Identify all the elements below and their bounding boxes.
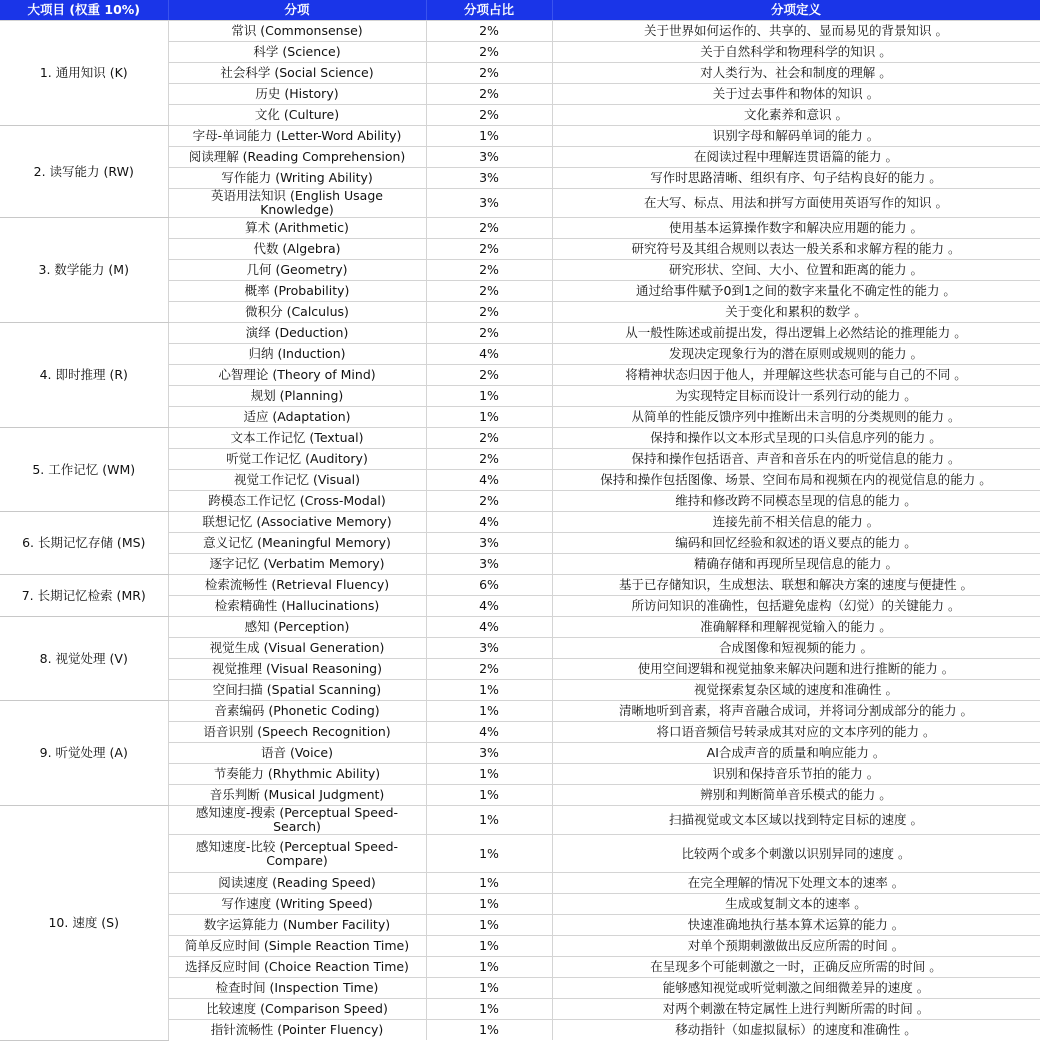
definition-cell[interactable]: 对单个预期刺激做出反应所需的时间 。 [552, 936, 1040, 957]
definition-cell[interactable]: 精确存储和再现所呈现信息的能力 。 [552, 554, 1040, 575]
subitem-cell[interactable]: 代数 (Algebra) [168, 239, 426, 260]
share-cell[interactable]: 1% [426, 978, 552, 999]
definition-cell[interactable]: 能够感知视觉或听觉刺激之间细微差异的速度 。 [552, 978, 1040, 999]
share-cell[interactable]: 4% [426, 617, 552, 638]
definition-cell[interactable]: 使用空间逻辑和视觉抽象来解决问题和进行推断的能力 。 [552, 659, 1040, 680]
header-row [0, 0, 1040, 21]
share-cell[interactable]: 1% [426, 806, 552, 835]
share-cell[interactable]: 2% [426, 491, 552, 512]
definition-cell[interactable]: 比较两个或多个刺激以识别异同的速度 。 [552, 835, 1040, 873]
subitem-cell[interactable]: 检查时间 (Inspection Time) [168, 978, 426, 999]
share-cell[interactable]: 3% [426, 189, 552, 218]
subitem-cell[interactable]: 历史 (History) [168, 84, 426, 105]
share-cell[interactable]: 1% [426, 1020, 552, 1041]
share-cell[interactable]: 2% [426, 323, 552, 344]
definition-cell[interactable]: 移动指针（如虚拟鼠标）的速度和准确性 。 [552, 1020, 1040, 1041]
definition-cell[interactable]: 保持和操作包括图像、场景、空间布局和视频在内的视觉信息的能力 。 [552, 470, 1040, 491]
share-cell[interactable]: 6% [426, 575, 552, 596]
definition-cell[interactable]: 将口语音频信号转录成其对应的文本序列的能力 。 [552, 722, 1040, 743]
category-cell[interactable]: 10. 速度 (S) [0, 806, 168, 1041]
definition-cell[interactable]: 生成或复制文本的速率 。 [552, 894, 1040, 915]
subitem-cell[interactable]: 阅读速度 (Reading Speed) [168, 873, 426, 894]
category-cell[interactable]: 3. 数学能力 (M) [0, 218, 168, 323]
definition-cell[interactable]: 快速准确地执行基本算术运算的能力 。 [552, 915, 1040, 936]
table-row [0, 126, 1040, 147]
share-cell[interactable]: 2% [426, 659, 552, 680]
subitem-cell[interactable]: 跨模态工作记忆 (Cross-Modal) [168, 491, 426, 512]
share-cell[interactable]: 2% [426, 84, 552, 105]
share-cell[interactable]: 1% [426, 915, 552, 936]
share-cell[interactable]: 2% [426, 42, 552, 63]
subitem-cell[interactable]: 语音 (Voice) [168, 743, 426, 764]
share-cell[interactable]: 1% [426, 999, 552, 1020]
definition-cell[interactable]: 编码和回忆经验和叙述的语义要点的能力 。 [552, 533, 1040, 554]
share-cell[interactable]: 3% [426, 554, 552, 575]
definition-cell[interactable]: 在阅读过程中理解连贯语篇的能力 。 [552, 147, 1040, 168]
table-row [0, 512, 1040, 533]
definition-cell[interactable]: 保持和操作包括语音、声音和音乐在内的听觉信息的能力 。 [552, 449, 1040, 470]
table-header [0, 0, 1040, 21]
share-cell[interactable]: 2% [426, 63, 552, 84]
share-cell[interactable]: 1% [426, 680, 552, 701]
share-cell[interactable]: 4% [426, 596, 552, 617]
share-cell[interactable]: 4% [426, 722, 552, 743]
subitem-cell[interactable]: 节奏能力 (Rhythmic Ability) [168, 764, 426, 785]
definition-cell[interactable]: 从简单的性能反馈序列中推断出未言明的分类规则的能力 。 [552, 407, 1040, 428]
subitem-cell[interactable]: 常识 (Commonsense) [168, 21, 426, 42]
header-share[interactable]: 分项占比 [426, 0, 552, 21]
definition-cell[interactable]: 扫描视觉或文本区域以找到特定目标的速度 。 [552, 806, 1040, 835]
category-cell[interactable]: 2. 读写能力 (RW) [0, 126, 168, 218]
subitem-cell[interactable]: 文本工作记忆 (Textual) [168, 428, 426, 449]
definition-cell[interactable]: 写作时思路清晰、组织有序、句子结构良好的能力 。 [552, 168, 1040, 189]
definition-cell[interactable]: 关于自然科学和物理科学的知识 。 [552, 42, 1040, 63]
subitem-cell[interactable]: 检索精确性 (Hallucinations) [168, 596, 426, 617]
subitem-cell[interactable]: 逐字记忆 (Verbatim Memory) [168, 554, 426, 575]
category-cell[interactable]: 1. 通用知识 (K) [0, 21, 168, 126]
category-cell[interactable]: 9. 听觉处理 (A) [0, 701, 168, 806]
subitem-cell[interactable]: 字母-单词能力 (Letter-Word Ability) [168, 126, 426, 147]
definition-cell[interactable]: 对两个刺激在特定属性上进行判断所需的时间 。 [552, 999, 1040, 1020]
subitem-cell[interactable]: 检索流畅性 (Retrieval Fluency) [168, 575, 426, 596]
definition-cell[interactable]: AI合成声音的质量和响应能力 。 [552, 743, 1040, 764]
subitem-cell[interactable]: 阅读理解 (Reading Comprehension) [168, 147, 426, 168]
subitem-cell[interactable]: 适应 (Adaptation) [168, 407, 426, 428]
subitem-cell[interactable]: 感知速度-比较 (Perceptual Speed-Compare) [168, 835, 426, 873]
subitem-cell[interactable]: 文化 (Culture) [168, 105, 426, 126]
subitem-cell[interactable]: 概率 (Probability) [168, 281, 426, 302]
definition-cell[interactable]: 保持和操作以文本形式呈现的口头信息序列的能力 。 [552, 428, 1040, 449]
subitem-cell[interactable]: 选择反应时间 (Choice Reaction Time) [168, 957, 426, 978]
share-cell[interactable]: 2% [426, 260, 552, 281]
category-cell[interactable]: 6. 长期记忆存储 (MS) [0, 512, 168, 575]
definition-cell[interactable]: 在完全理解的情况下处理文本的速率 。 [552, 873, 1040, 894]
subitem-cell[interactable]: 归纳 (Induction) [168, 344, 426, 365]
subitem-cell[interactable]: 听觉工作记忆 (Auditory) [168, 449, 426, 470]
definition-cell[interactable]: 使用基本运算操作数字和解决应用题的能力 。 [552, 218, 1040, 239]
share-cell[interactable]: 1% [426, 785, 552, 806]
definition-cell[interactable]: 识别和保持音乐节拍的能力 。 [552, 764, 1040, 785]
share-cell[interactable]: 3% [426, 743, 552, 764]
subitem-cell[interactable]: 指针流畅性 (Pointer Fluency) [168, 1020, 426, 1041]
subitem-cell[interactable]: 写作能力 (Writing Ability) [168, 168, 426, 189]
subitem-cell[interactable]: 语音识别 (Speech Recognition) [168, 722, 426, 743]
header-definition[interactable]: 分项定义 [552, 0, 1040, 21]
definition-cell[interactable]: 对人类行为、社会和制度的理解 。 [552, 63, 1040, 84]
share-cell[interactable]: 4% [426, 512, 552, 533]
header-category[interactable]: 大项目 (权重 10%) [0, 0, 168, 21]
subitem-cell[interactable]: 比较速度 (Comparison Speed) [168, 999, 426, 1020]
share-cell[interactable]: 3% [426, 533, 552, 554]
definition-cell[interactable]: 研究形状、空间、大小、位置和距离的能力 。 [552, 260, 1040, 281]
table-row [0, 218, 1040, 239]
share-cell[interactable]: 1% [426, 407, 552, 428]
subitem-cell[interactable]: 视觉推理 (Visual Reasoning) [168, 659, 426, 680]
subitem-cell[interactable]: 规划 (Planning) [168, 386, 426, 407]
definition-cell[interactable]: 准确解释和理解视觉输入的能力 。 [552, 617, 1040, 638]
subitem-cell[interactable]: 数字运算能力 (Number Facility) [168, 915, 426, 936]
share-cell[interactable]: 3% [426, 168, 552, 189]
share-cell[interactable]: 1% [426, 386, 552, 407]
header-subitem[interactable]: 分项 [168, 0, 426, 21]
definition-cell[interactable]: 视觉探索复杂区域的速度和准确性 。 [552, 680, 1040, 701]
subitem-cell[interactable]: 社会科学 (Social Science) [168, 63, 426, 84]
subitem-cell[interactable]: 几何 (Geometry) [168, 260, 426, 281]
share-cell[interactable]: 4% [426, 344, 552, 365]
subitem-cell[interactable]: 感知速度-搜索 (Perceptual Speed-Search) [168, 806, 426, 835]
table-row [0, 21, 1040, 42]
subitem-cell[interactable]: 视觉生成 (Visual Generation) [168, 638, 426, 659]
subitem-cell[interactable]: 演绎 (Deduction) [168, 323, 426, 344]
subitem-cell[interactable]: 写作速度 (Writing Speed) [168, 894, 426, 915]
definition-cell[interactable]: 在呈现多个可能刺激之一时，正确反应所需的时间 。 [552, 957, 1040, 978]
share-cell[interactable]: 2% [426, 281, 552, 302]
share-cell[interactable]: 2% [426, 365, 552, 386]
definition-cell[interactable]: 识别字母和解码单词的能力 。 [552, 126, 1040, 147]
table-row [0, 617, 1040, 638]
share-cell[interactable]: 3% [426, 147, 552, 168]
subitem-cell[interactable]: 算术 (Arithmetic) [168, 218, 426, 239]
share-cell[interactable]: 2% [426, 449, 552, 470]
category-cell[interactable]: 4. 即时推理 (R) [0, 323, 168, 428]
subitem-cell[interactable]: 联想记忆 (Associative Memory) [168, 512, 426, 533]
definition-cell[interactable]: 为实现特定目标而设计一系列行动的能力 。 [552, 386, 1040, 407]
definition-cell[interactable]: 研究符号及其组合规则以表达一般关系和求解方程的能力 。 [552, 239, 1040, 260]
definition-cell[interactable]: 辨别和判断简单音乐模式的能力 。 [552, 785, 1040, 806]
share-cell[interactable]: 2% [426, 239, 552, 260]
share-cell[interactable]: 2% [426, 218, 552, 239]
share-cell[interactable]: 1% [426, 764, 552, 785]
share-cell[interactable]: 1% [426, 835, 552, 873]
share-cell[interactable]: 2% [426, 302, 552, 323]
subitem-cell[interactable]: 感知 (Perception) [168, 617, 426, 638]
table-row [0, 323, 1040, 344]
subitem-cell[interactable]: 音乐判断 (Musical Judgment) [168, 785, 426, 806]
table-body [0, 21, 1040, 1041]
definition-cell[interactable]: 维持和修改跨不同模态呈现的信息的能力 。 [552, 491, 1040, 512]
share-cell[interactable]: 2% [426, 105, 552, 126]
table-row [0, 575, 1040, 596]
definition-cell[interactable]: 连接先前不相关信息的能力 。 [552, 512, 1040, 533]
category-cell[interactable]: 5. 工作记忆 (WM) [0, 428, 168, 512]
share-cell[interactable]: 4% [426, 470, 552, 491]
share-cell[interactable]: 1% [426, 701, 552, 722]
table-row [0, 428, 1040, 449]
category-cell[interactable]: 8. 视觉处理 (V) [0, 617, 168, 701]
subitem-cell[interactable]: 意义记忆 (Meaningful Memory) [168, 533, 426, 554]
share-cell[interactable]: 3% [426, 638, 552, 659]
definition-cell[interactable]: 文化素养和意识 。 [552, 105, 1040, 126]
category-cell[interactable]: 7. 长期记忆检索 (MR) [0, 575, 168, 617]
subitem-cell[interactable]: 音素编码 (Phonetic Coding) [168, 701, 426, 722]
share-cell[interactable]: 2% [426, 428, 552, 449]
share-cell[interactable]: 1% [426, 894, 552, 915]
subitem-cell[interactable]: 科学 (Science) [168, 42, 426, 63]
definition-cell[interactable]: 从一般性陈述或前提出发，得出逻辑上必然结论的推理能力 。 [552, 323, 1040, 344]
definition-cell[interactable]: 合成图像和短视频的能力 。 [552, 638, 1040, 659]
definition-cell[interactable]: 在大写、标点、用法和拼写方面使用英语写作的知识 。 [552, 189, 1040, 218]
subitem-cell[interactable]: 空间扫描 (Spatial Scanning) [168, 680, 426, 701]
definition-cell[interactable]: 基于已存储知识，生成想法、联想和解决方案的速度与便捷性 。 [552, 575, 1040, 596]
definition-cell[interactable]: 所访问知识的准确性，包括避免虚构（幻觉）的关键能力 。 [552, 596, 1040, 617]
subitem-cell[interactable]: 简单反应时间 (Simple Reaction Time) [168, 936, 426, 957]
definition-cell[interactable]: 通过给事件赋予0到1之间的数字来量化不确定性的能力 。 [552, 281, 1040, 302]
share-cell[interactable]: 1% [426, 873, 552, 894]
share-cell[interactable]: 1% [426, 957, 552, 978]
definition-cell[interactable]: 发现决定现象行为的潜在原则或规则的能力 。 [552, 344, 1040, 365]
definition-cell[interactable]: 将精神状态归因于他人，并理解这些状态可能与自己的不同 。 [552, 365, 1040, 386]
subitem-cell[interactable]: 微积分 (Calculus) [168, 302, 426, 323]
share-cell[interactable]: 1% [426, 936, 552, 957]
subitem-cell[interactable]: 心智理论 (Theory of Mind) [168, 365, 426, 386]
table-row [0, 806, 1040, 835]
definition-cell[interactable]: 清晰地听到音素，将声音融合成词，并将词分割成部分的能力 。 [552, 701, 1040, 722]
share-cell[interactable]: 2% [426, 21, 552, 42]
subitem-cell[interactable]: 英语用法知识 (English Usage Knowledge) [168, 189, 426, 218]
definition-cell[interactable]: 关于变化和累积的数学 。 [552, 302, 1040, 323]
table-row [0, 701, 1040, 722]
definition-cell[interactable]: 关于过去事件和物体的知识 。 [552, 84, 1040, 105]
definition-cell[interactable]: 关于世界如何运作的、共享的、显而易见的背景知识 。 [552, 21, 1040, 42]
subitem-cell[interactable]: 视觉工作记忆 (Visual) [168, 470, 426, 491]
share-cell[interactable]: 1% [426, 126, 552, 147]
